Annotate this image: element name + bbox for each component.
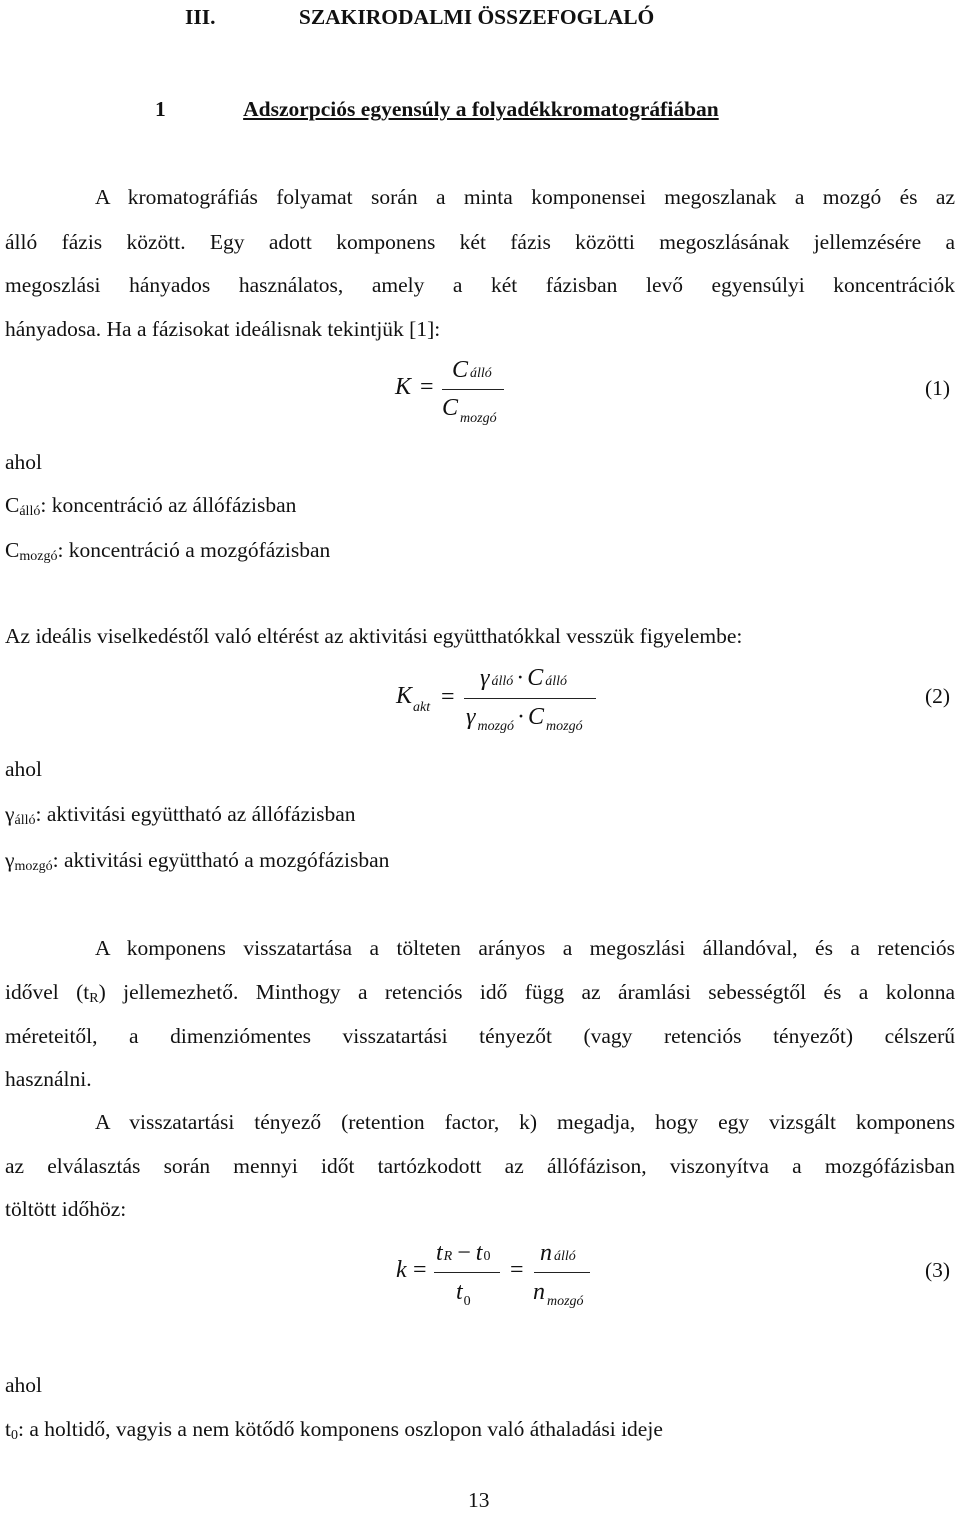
where1-def2: $C_{mozgó}$: koncentráció a mozgófázisban <box>5 538 331 564</box>
para3-line1: A komponens visszatartása a tölteten arányos a megoszlási állandóval, és a retenciós <box>95 936 955 960</box>
eq3-den1: $t_0$ <box>456 1279 471 1309</box>
eq3-num2: nálló <box>540 1240 576 1266</box>
eq1-num: Cálló <box>452 357 492 383</box>
where1-ahol: ahol <box>5 450 43 474</box>
where2-ahol: ahol <box>5 757 43 781</box>
chapter-heading <box>185 2 654 32</box>
page-number: 13 <box>468 1488 490 1512</box>
para4-line3: töltött időhöz: <box>5 1197 127 1221</box>
eq2-equals: = <box>441 684 455 710</box>
para1-line1: A kromatográfiás folyamat során a minta komponensei megoszlanak a mozgó és az <box>95 185 955 209</box>
chapter-number: III. <box>185 5 216 29</box>
para1-line2: álló fázis között. Egy adott komponens két fázis közötti megoszlásának jellemzésére a <box>5 230 955 254</box>
where2-def1: $\gamma_{álló}$: aktivitási együttható az állófázisban <box>5 802 356 828</box>
para1-line3: megoszlási hányados használatos, amely a két fázisban levő egyensúlyi koncentrációk <box>5 273 955 297</box>
eq1-fraction-bar <box>442 389 504 390</box>
section-title: Adszorpciós egyensúly a folyadékkromatográfiában <box>243 97 719 121</box>
eq2-num: γálló · C álló <box>480 665 568 691</box>
eq1-lhs: K <box>395 374 412 400</box>
eq2-fraction-bar <box>464 698 596 699</box>
eq3-equals-1: = <box>413 1257 427 1283</box>
para4-line1: A visszatartási tényező (retention factor, k) megadja, hogy egy vizsgált komponens <box>95 1110 955 1134</box>
eq3-fraction-bar-2 <box>534 1272 590 1273</box>
chapter-title: SZAKIRODALMI ÖSSZEFOGLALÓ <box>298 5 655 29</box>
eq1-label: (1) <box>925 376 951 400</box>
eq3-num1: tR − t0 <box>436 1240 491 1266</box>
eq3-fraction-bar-1 <box>434 1272 500 1273</box>
para3-line2: idővel $(t_R)$ jellemezhető. Minthogy a retenciós idő függ az áramlási sebességtől és a kolonna <box>5 980 956 1006</box>
eq3-label: (3) <box>925 1258 951 1282</box>
para1-line4: hányadosa. Ha a fázisokat ideálisnak tekintjük [1]: <box>5 317 441 341</box>
section-heading <box>155 94 719 124</box>
para3-line4: használni. <box>5 1067 92 1091</box>
section-number: 1 <box>155 97 166 121</box>
eq2-den: γ $_{mozgó}$ · C $_{mozgó}$ <box>466 704 583 734</box>
where3-def1: $t_0$: a holtidő, vagyis a nem kötődő komponens oszlopon való áthaladási ideje <box>5 1417 663 1443</box>
where2-def2: $\gamma_{mozgó}$: aktivitási együttható a mozgófázisban <box>5 848 390 874</box>
where1-def1: $C_{álló}$: koncentráció az állófázisban <box>5 493 297 519</box>
eq1-equals: = <box>420 374 434 400</box>
para4-line2: az elválasztás során mennyi időt tartózkodott az állófázison, viszonyítva a mozgófázisban <box>5 1154 955 1178</box>
eq2-lhs: $K_{akt}$ <box>396 683 431 715</box>
para3-line3: méreteitől, a dimenziómentes visszatartási tényezőt (vagy retenciós tényezőt) célszerű <box>5 1024 955 1048</box>
eq3-lhs: k <box>396 1257 407 1283</box>
where3-ahol: ahol <box>5 1373 43 1397</box>
eq3-den2: n $_{mozgó}$ <box>533 1279 584 1309</box>
eq2-label: (2) <box>925 684 951 708</box>
eq3-equals-2: = <box>510 1257 524 1283</box>
para2-line1: Az ideális viselkedéstől való eltérést az aktivitási együtthatókkal vesszük figyelembe: <box>5 624 743 648</box>
eq1-den: C $_{mozgó}$ <box>442 395 497 426</box>
